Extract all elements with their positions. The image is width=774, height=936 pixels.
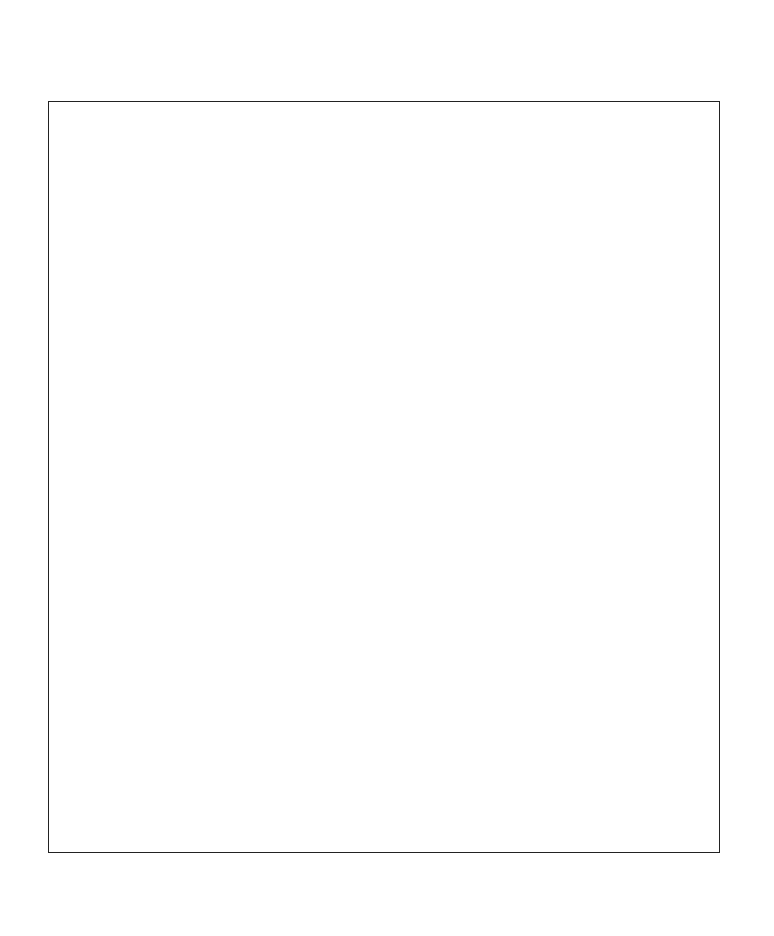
product-grid: [48, 101, 720, 853]
